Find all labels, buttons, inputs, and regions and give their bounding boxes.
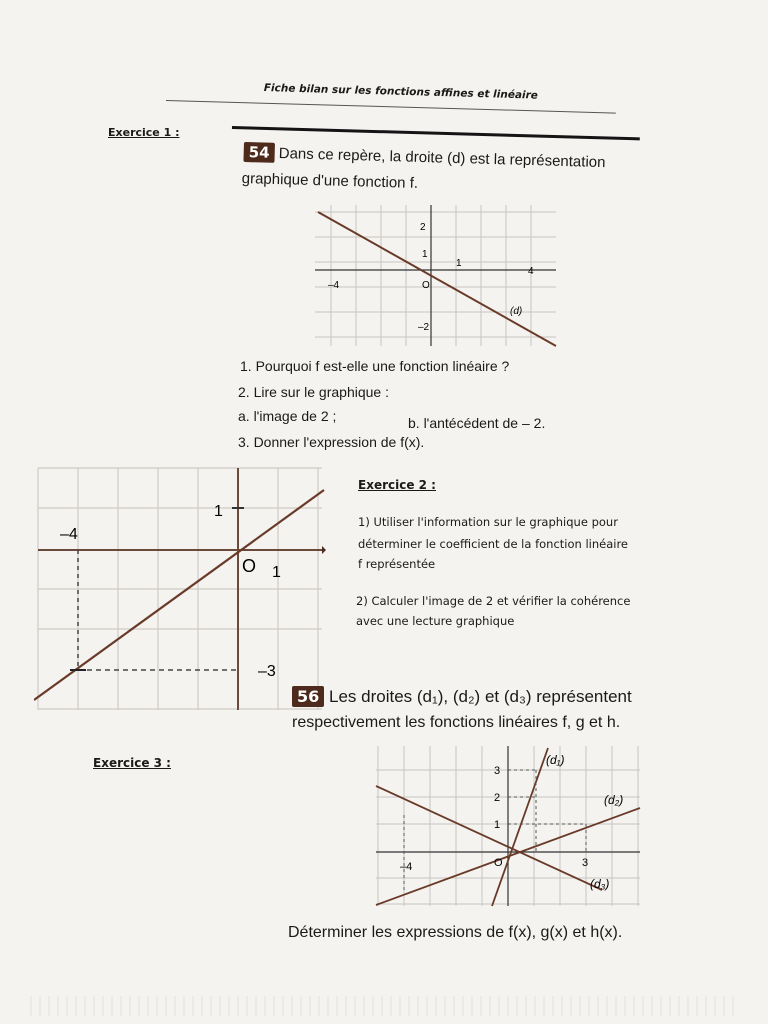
ex2-origin: O (242, 556, 257, 576)
ex3-tick-m4: –4 (400, 861, 413, 873)
ex1-label-d: (d) (510, 306, 523, 317)
ex1-tick-1y: 1 (422, 249, 428, 260)
ex1-badge: 54 (243, 142, 274, 163)
ex3-graph (372, 742, 644, 910)
ex1-tick-m2: –2 (418, 322, 430, 333)
ex1-q2: 2. Lire sur le graphique : (238, 384, 389, 400)
ex1-tick-1x: 1 (456, 258, 462, 269)
ex2-x-arrow (322, 546, 326, 554)
ex3-tick-3y: 3 (494, 765, 501, 777)
ex1-tick-2: 2 (420, 222, 426, 233)
ex1-q3: 3. Donner l'expression de f(x). (238, 434, 425, 450)
ex2-tick-m4: –4 (60, 526, 78, 543)
ex2-p1-line2: déterminer le coefficient de la fonction linéaire (358, 537, 629, 551)
ex3-line-d1 (492, 748, 548, 906)
ex2-p2-line2: avec une lecture graphique (356, 614, 515, 628)
ex1-q1: 1. Pourquoi f est-elle une fonction linéaire ? (240, 358, 510, 374)
ex2-p1-line1: 1) Utiliser l'information sur le graphique pour (358, 515, 618, 529)
ex2-p2-line1: 2) Calculer l'image de 2 et vérifier la cohérence (356, 594, 631, 608)
ex1-tick-4: 4 (528, 266, 534, 277)
ex3-label-d3: (d₃) (590, 877, 610, 891)
ex1-q2b: b. l'antécédent de – 2. (408, 415, 546, 431)
ex1-statement (243, 142, 605, 172)
ex2-p1-line3: f représentée (358, 557, 436, 571)
ex2-tick-m3: –3 (258, 663, 276, 680)
exercise-1-label: Exercice 1 : (108, 126, 180, 139)
ex1-tick-m4: –4 (328, 280, 340, 291)
ex3-tick-2y: 2 (494, 792, 501, 804)
ex3-question: Déterminer les expressions de f(x), g(x) et h(x). (288, 924, 623, 941)
ex3-tick-1y: 1 (494, 819, 501, 831)
ex3-line1: Les droites (d₁), (d₂) et (d₃) représentent (329, 687, 632, 706)
ex3-badge: 56 (292, 686, 324, 707)
scan-noise (30, 996, 740, 1016)
ex1-q2a: a. l'image de 2 ; (238, 408, 337, 424)
page-header-title: Fiche bilan sur les fonctions affines et linéaire (263, 82, 539, 102)
ex2-grid (38, 468, 322, 710)
ex3-tick-3x: 3 (582, 857, 589, 869)
exercise-2-label: Exercice 2 : (358, 478, 436, 492)
ex2-graph (34, 464, 326, 714)
ex3-origin: O (494, 857, 503, 869)
ex3-statement (292, 686, 632, 707)
ex3-line2: respectivement les fonctions linéaires f, g et h. (292, 714, 621, 731)
ex2-tick-1y: 1 (214, 503, 223, 520)
ex1-origin: O (422, 280, 430, 291)
ex1-line1: Dans ce repère, la droite (d) est la représentation (278, 144, 606, 172)
ex1-graph (310, 200, 560, 350)
ex1-line-d (318, 212, 556, 346)
section-rule (232, 126, 640, 140)
ex3-line-d3 (376, 786, 602, 890)
exercise-3-label: Exercice 3 : (93, 756, 171, 770)
header-rule (166, 100, 616, 114)
ex3-label-d1: (d₁) (546, 753, 565, 767)
ex3-label-d2: (d₂) (604, 793, 624, 807)
ex1-line2: graphique d'une fonction f. (241, 170, 419, 192)
ex2-tick-1x: 1 (272, 564, 281, 581)
